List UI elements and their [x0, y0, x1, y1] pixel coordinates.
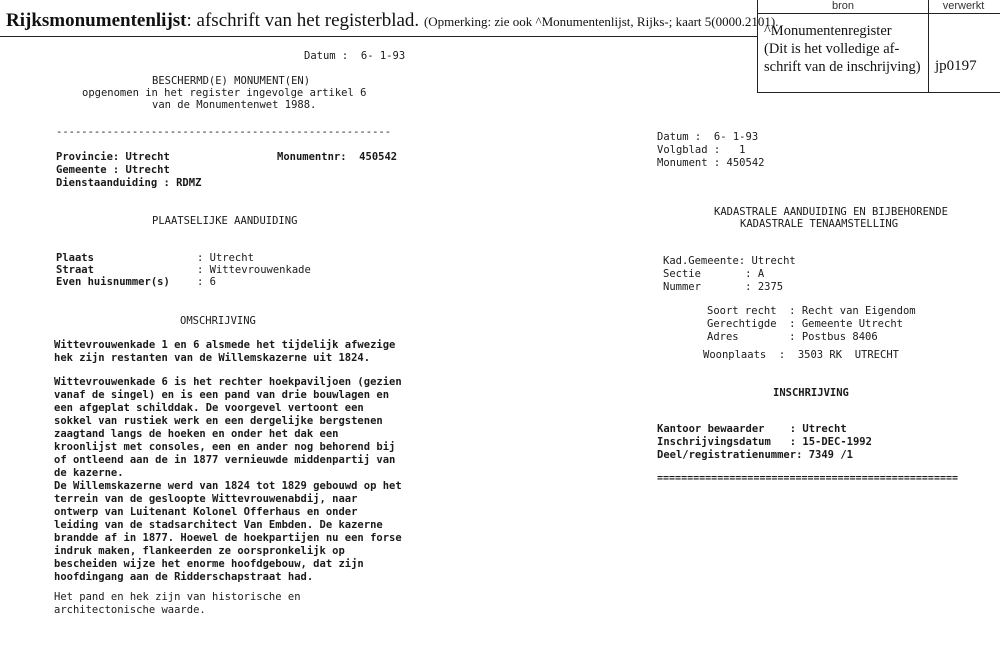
- left-heading-1: BESCHERMD(E) MONUMENT(EN): [152, 75, 311, 87]
- paragraph-2: [54, 376, 402, 584]
- inschrijving-block: [657, 423, 872, 462]
- woonplaats: Woonplaats : 3503 RK UTRECHT: [703, 349, 899, 361]
- omschrijving-heading: OMSCHRIJVING: [180, 315, 256, 327]
- plaats-label: Plaats: [56, 252, 94, 264]
- dienstaanduiding: Dienstaanduiding : RDMZ: [56, 177, 202, 189]
- bron-box: [757, 0, 929, 93]
- text-line: hek zijn restanten van de Willemskazerne uit 1824.: [54, 352, 371, 364]
- text-line: Wittevrouwenkade 1 en 6 alsmede het tijdelijk afwezige: [54, 339, 396, 351]
- inschrijvingsdatum: Inschrijvingsdatum : 15-DEC-1992: [657, 436, 872, 448]
- text-line: zaagtand langs de hoeken en onder het dak een: [54, 428, 339, 440]
- right-monument: Monument : 450542: [657, 157, 765, 169]
- kantoor-bewaarder: Kantoor bewaarder : Utrecht: [657, 423, 847, 435]
- left-datum: Datum : 6- 1-93: [304, 50, 406, 62]
- kadastrale-block: [663, 255, 796, 294]
- bron-label: bron: [758, 0, 928, 14]
- text-line: brandde af in 1877. Hoewel de hoekpartijen nu een forse: [54, 532, 402, 544]
- verwerkt-label: verwerkt: [927, 0, 1000, 14]
- kad-sectie: Sectie : A: [663, 268, 765, 280]
- adres: Adres : Postbus 8406: [707, 331, 878, 343]
- right-datum: Datum : 6- 1-93: [657, 131, 759, 143]
- huisnummer-value: : 6: [197, 276, 216, 288]
- paragraph-1: [54, 339, 395, 365]
- text-line: hoofdingang aan de Ridderschapstraat had.: [54, 571, 314, 583]
- bron-text: [764, 22, 921, 76]
- straat-label: Straat: [56, 264, 94, 276]
- text-line: Wittevrouwenkade 6 is het rechter hoekpaviljoen (gezien: [54, 376, 402, 388]
- text-line: sokkel van rustiek werk en een dergelijke bergstenen: [54, 415, 383, 427]
- left-heading-3: van de Monumentenwet 1988.: [152, 99, 317, 111]
- kadastrale-heading-2: KADASTRALE TENAAMSTELLING: [740, 218, 899, 230]
- inschrijving-heading: INSCHRIJVING: [773, 387, 849, 399]
- kad-nummer: Nummer : 2375: [663, 281, 784, 293]
- straat-value: : Wittevrouwenkade: [197, 264, 311, 276]
- text-line: vanaf de singel) en is een pand van drie bouwlagen en: [54, 389, 390, 401]
- deel-registratienummer: Deel/registratienummer: 7349 /1: [657, 449, 853, 461]
- kadastrale-heading-1: KADASTRALE AANDUIDING EN BIJBEHORENDE: [714, 206, 948, 218]
- text-line: indruk maken, flankeerden ze oorspronkelijk op: [54, 545, 345, 557]
- plaats-value: : Utrecht: [197, 252, 254, 264]
- text-line: architectonische waarde.: [54, 604, 206, 616]
- text-line: leiding van de stadsarchitect Van Embden. De kazerne: [54, 519, 383, 531]
- document-title: [6, 10, 778, 32]
- huisnummer-label: Even huisnummer(s): [56, 276, 170, 288]
- gerechtigde: Gerechtigde : Gemeente Utrecht: [707, 318, 903, 330]
- plaatselijke-heading: PLAATSELIJKE AANDUIDING: [152, 215, 298, 227]
- text-line: Het pand en hek zijn van historische en: [54, 591, 301, 603]
- text-line: een afgeplat schilddak. De voorgevel vertoont een: [54, 402, 364, 414]
- recht-block: [707, 305, 916, 344]
- left-rule: -----------------------------------------------------: [56, 126, 392, 138]
- soort-recht: Soort recht : Recht van Eigendom: [707, 305, 916, 317]
- title-bold: Rijksmonumentenlijst: [6, 10, 187, 31]
- verwerkt-box: [927, 0, 1000, 93]
- header-rule: [0, 36, 757, 37]
- right-datum-block: [657, 131, 764, 170]
- text-line: de kazerne.: [54, 467, 124, 479]
- monumentnr: Monumentnr: 450542: [277, 151, 398, 163]
- paragraph-3: [54, 591, 301, 617]
- text-line: De Willemskazerne werd van 1824 tot 1829 gebouwd op het: [54, 480, 402, 492]
- bron-line: (Dit is het volledige af-: [764, 41, 900, 57]
- right-rule: ==================================================: [657, 473, 959, 484]
- title-note: (Opmerking: zie ook ^Monumentenlijst, Rijks-; kaart 5(0000.2101).: [423, 14, 779, 29]
- text-line: terrein van de gesloopte Wittevrouwenabdij, naar: [54, 493, 358, 505]
- verwerkt-value: jp0197: [935, 58, 977, 74]
- text-line: bescheiden wijze het enorme hoofdgebouw, dat zijn: [54, 558, 364, 570]
- right-volgblad: Volgblad : 1: [657, 144, 746, 156]
- text-line: of ontleend aan de in 1877 vernieuwde middenpartij van: [54, 454, 396, 466]
- left-heading-2: opgenomen in het register ingevolge artikel 6: [82, 87, 367, 99]
- bron-line: ^Monumentenregister: [764, 23, 892, 39]
- title-rest: : afschrift van het registerblad.: [186, 10, 420, 31]
- kad-gemeente: Kad.Gemeente: Utrecht: [663, 255, 796, 267]
- bron-line: schrift van de inschrijving): [764, 59, 921, 75]
- provincie: Provincie: Utrecht: [56, 151, 170, 163]
- text-line: ontwerp van Luitenant Kolonel Offerhaus en onder: [54, 506, 358, 518]
- gemeente: Gemeente : Utrecht: [56, 164, 170, 176]
- text-line: kroonlijst met consoles, een en ander nog behorend bij: [54, 441, 396, 453]
